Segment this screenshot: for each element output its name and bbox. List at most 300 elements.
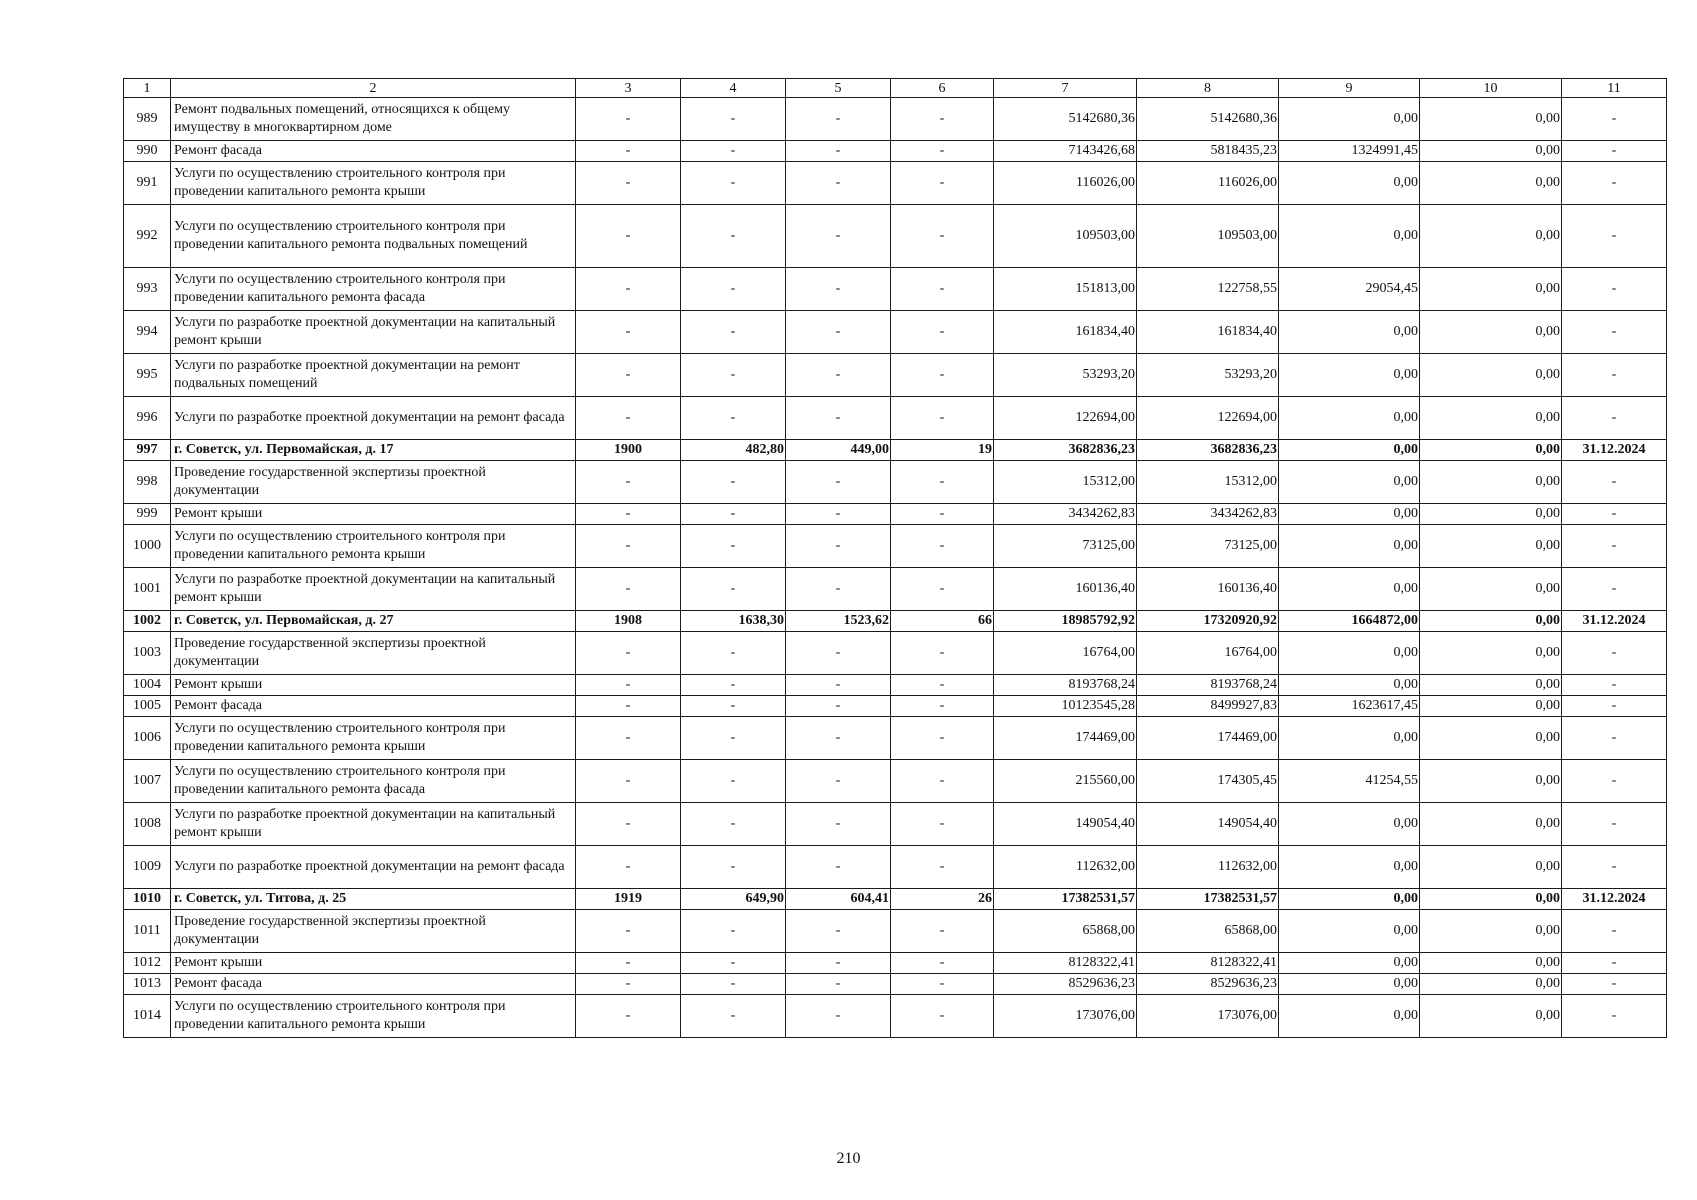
col-11-cell: - bbox=[1562, 632, 1667, 675]
col-6-cell: - bbox=[891, 760, 994, 803]
col-7-cell: 215560,00 bbox=[994, 760, 1137, 803]
work-name-cell: Ремонт крыши bbox=[171, 675, 576, 696]
row-number-cell: 1005 bbox=[124, 696, 171, 717]
row-number-cell: 1000 bbox=[124, 525, 171, 568]
col-10-cell: 0,00 bbox=[1420, 632, 1562, 675]
col-5-cell: - bbox=[786, 910, 891, 953]
row-number-cell: 994 bbox=[124, 311, 171, 354]
col-10-cell: 0,00 bbox=[1420, 397, 1562, 440]
col-6-cell: - bbox=[891, 397, 994, 440]
col-4-cell: - bbox=[681, 162, 786, 205]
col-7-cell: 7143426,68 bbox=[994, 141, 1137, 162]
row-number-cell: 1009 bbox=[124, 846, 171, 889]
col-4-cell: - bbox=[681, 568, 786, 611]
col-11-cell: - bbox=[1562, 141, 1667, 162]
col-8-cell: 3434262,83 bbox=[1137, 504, 1279, 525]
col-10-cell: 0,00 bbox=[1420, 568, 1562, 611]
col-10-cell: 0,00 bbox=[1420, 675, 1562, 696]
col-8-cell: 73125,00 bbox=[1137, 525, 1279, 568]
col-4-cell: - bbox=[681, 98, 786, 141]
col-11-cell: - bbox=[1562, 397, 1667, 440]
col-7-cell: 18985792,92 bbox=[994, 611, 1137, 632]
col-7-cell: 16764,00 bbox=[994, 632, 1137, 675]
col-7-cell: 15312,00 bbox=[994, 461, 1137, 504]
table-row bbox=[124, 760, 1667, 803]
col-11-cell: - bbox=[1562, 974, 1667, 995]
col-9-cell: 0,00 bbox=[1279, 98, 1420, 141]
col-10-cell: 0,00 bbox=[1420, 846, 1562, 889]
col-6-cell: - bbox=[891, 846, 994, 889]
col-9-cell: 0,00 bbox=[1279, 889, 1420, 910]
table-row bbox=[124, 803, 1667, 846]
col-3-cell: - bbox=[576, 846, 681, 889]
col-5-cell: - bbox=[786, 504, 891, 525]
header-cell: 10 bbox=[1420, 79, 1562, 98]
col-8-cell: 122694,00 bbox=[1137, 397, 1279, 440]
col-4-cell: - bbox=[681, 974, 786, 995]
col-3-cell: - bbox=[576, 974, 681, 995]
col-7-cell: 173076,00 bbox=[994, 995, 1137, 1038]
col-11-cell: 31.12.2024 bbox=[1562, 889, 1667, 910]
row-number-cell: 1008 bbox=[124, 803, 171, 846]
work-name-cell: Ремонт фасада bbox=[171, 974, 576, 995]
col-8-cell: 8499927,83 bbox=[1137, 696, 1279, 717]
row-number-cell: 1002 bbox=[124, 611, 171, 632]
work-name-cell: г. Советск, ул. Первомайская, д. 27 bbox=[171, 611, 576, 632]
col-4-cell: - bbox=[681, 354, 786, 397]
work-name-cell: Услуги по осуществлению строительного контроля при проведении капитального ремонта крыши bbox=[171, 525, 576, 568]
col-6-cell: - bbox=[891, 205, 994, 268]
col-5-cell: - bbox=[786, 141, 891, 162]
col-11-cell: - bbox=[1562, 846, 1667, 889]
col-5-cell: - bbox=[786, 803, 891, 846]
col-10-cell: 0,00 bbox=[1420, 611, 1562, 632]
table-row bbox=[124, 717, 1667, 760]
col-10-cell: 0,00 bbox=[1420, 889, 1562, 910]
table-row bbox=[124, 696, 1667, 717]
col-10-cell: 0,00 bbox=[1420, 354, 1562, 397]
table-row bbox=[124, 675, 1667, 696]
work-name-cell: Услуги по осуществлению строительного контроля при проведении капитального ремонта крыши bbox=[171, 717, 576, 760]
work-name-cell: Проведение государственной экспертизы проектной документации bbox=[171, 632, 576, 675]
col-6-cell: - bbox=[891, 311, 994, 354]
work-name-cell: Ремонт крыши bbox=[171, 953, 576, 974]
table-row bbox=[124, 525, 1667, 568]
col-9-cell: 0,00 bbox=[1279, 440, 1420, 461]
col-6-cell: - bbox=[891, 696, 994, 717]
table-row bbox=[124, 995, 1667, 1038]
col-3-cell: - bbox=[576, 675, 681, 696]
col-4-cell: - bbox=[681, 632, 786, 675]
col-6-cell: 19 bbox=[891, 440, 994, 461]
table-row bbox=[124, 846, 1667, 889]
row-number-cell: 1001 bbox=[124, 568, 171, 611]
col-4-cell: 649,90 bbox=[681, 889, 786, 910]
col-8-cell: 161834,40 bbox=[1137, 311, 1279, 354]
col-8-cell: 149054,40 bbox=[1137, 803, 1279, 846]
table-row bbox=[124, 205, 1667, 268]
col-9-cell: 0,00 bbox=[1279, 995, 1420, 1038]
header-cell: 3 bbox=[576, 79, 681, 98]
row-number-cell: 1004 bbox=[124, 675, 171, 696]
col-11-cell: - bbox=[1562, 98, 1667, 141]
work-name-cell: Услуги по осуществлению строительного контроля при проведении капитального ремонта крыши bbox=[171, 995, 576, 1038]
col-8-cell: 16764,00 bbox=[1137, 632, 1279, 675]
col-8-cell: 17382531,57 bbox=[1137, 889, 1279, 910]
col-3-cell: - bbox=[576, 910, 681, 953]
col-5-cell: - bbox=[786, 397, 891, 440]
col-3-cell: - bbox=[576, 205, 681, 268]
col-7-cell: 10123545,28 bbox=[994, 696, 1137, 717]
work-name-cell: Услуги по разработке проектной документации на капитальный ремонт крыши bbox=[171, 311, 576, 354]
col-10-cell: 0,00 bbox=[1420, 995, 1562, 1038]
col-11-cell: - bbox=[1562, 675, 1667, 696]
row-number-cell: 1003 bbox=[124, 632, 171, 675]
repair-program-table bbox=[123, 78, 1667, 1038]
header-cell: 8 bbox=[1137, 79, 1279, 98]
col-5-cell: - bbox=[786, 461, 891, 504]
col-4-cell: - bbox=[681, 397, 786, 440]
col-6-cell: - bbox=[891, 632, 994, 675]
col-6-cell: - bbox=[891, 504, 994, 525]
work-name-cell: Услуги по разработке проектной документации на ремонт подвальных помещений bbox=[171, 354, 576, 397]
header-cell: 4 bbox=[681, 79, 786, 98]
work-name-cell: Услуги по осуществлению строительного контроля при проведении капитального ремонта фасада bbox=[171, 760, 576, 803]
row-number-cell: 990 bbox=[124, 141, 171, 162]
row-number-cell: 996 bbox=[124, 397, 171, 440]
col-9-cell: 0,00 bbox=[1279, 910, 1420, 953]
col-9-cell: 0,00 bbox=[1279, 568, 1420, 611]
table-row bbox=[124, 504, 1667, 525]
col-8-cell: 160136,40 bbox=[1137, 568, 1279, 611]
header-cell: 1 bbox=[124, 79, 171, 98]
col-8-cell: 112632,00 bbox=[1137, 846, 1279, 889]
col-5-cell: 604,41 bbox=[786, 889, 891, 910]
work-name-cell: Услуги по разработке проектной документации на ремонт фасада bbox=[171, 846, 576, 889]
table-row bbox=[124, 311, 1667, 354]
table-row bbox=[124, 974, 1667, 995]
col-3-cell: - bbox=[576, 141, 681, 162]
col-7-cell: 53293,20 bbox=[994, 354, 1137, 397]
col-7-cell: 3434262,83 bbox=[994, 504, 1137, 525]
col-4-cell: - bbox=[681, 910, 786, 953]
work-name-cell: Услуги по осуществлению строительного контроля при проведении капитального ремонта фасада bbox=[171, 268, 576, 311]
work-name-cell: Ремонт подвальных помещений, относящихся к общему имуществу в многоквартирном доме bbox=[171, 98, 576, 141]
work-name-cell: Услуги по разработке проектной документации на ремонт фасада bbox=[171, 397, 576, 440]
col-9-cell: 29054,45 bbox=[1279, 268, 1420, 311]
table-row bbox=[124, 354, 1667, 397]
work-name-cell: Проведение государственной экспертизы проектной документации bbox=[171, 910, 576, 953]
col-10-cell: 0,00 bbox=[1420, 268, 1562, 311]
table-body bbox=[124, 79, 1667, 1038]
col-9-cell: 0,00 bbox=[1279, 205, 1420, 268]
col-6-cell: - bbox=[891, 803, 994, 846]
col-11-cell: - bbox=[1562, 568, 1667, 611]
col-9-cell: 41254,55 bbox=[1279, 760, 1420, 803]
row-number-cell: 1012 bbox=[124, 953, 171, 974]
col-5-cell: - bbox=[786, 717, 891, 760]
col-9-cell: 0,00 bbox=[1279, 675, 1420, 696]
col-9-cell: 1324991,45 bbox=[1279, 141, 1420, 162]
col-6-cell: - bbox=[891, 995, 994, 1038]
col-10-cell: 0,00 bbox=[1420, 311, 1562, 354]
col-5-cell: - bbox=[786, 995, 891, 1038]
row-number-cell: 1007 bbox=[124, 760, 171, 803]
col-6-cell: - bbox=[891, 141, 994, 162]
col-10-cell: 0,00 bbox=[1420, 525, 1562, 568]
col-4-cell: - bbox=[681, 205, 786, 268]
work-name-cell: Услуги по осуществлению строительного контроля при проведении капитального ремонта крыши bbox=[171, 162, 576, 205]
col-6-cell: - bbox=[891, 461, 994, 504]
col-6-cell: - bbox=[891, 525, 994, 568]
col-7-cell: 151813,00 bbox=[994, 268, 1137, 311]
header-cell: 11 bbox=[1562, 79, 1667, 98]
row-number-cell: 1011 bbox=[124, 910, 171, 953]
col-5-cell: - bbox=[786, 205, 891, 268]
col-11-cell: - bbox=[1562, 696, 1667, 717]
col-3-cell: - bbox=[576, 268, 681, 311]
col-3-cell: - bbox=[576, 354, 681, 397]
col-7-cell: 73125,00 bbox=[994, 525, 1137, 568]
col-9-cell: 0,00 bbox=[1279, 397, 1420, 440]
col-5-cell: - bbox=[786, 568, 891, 611]
col-7-cell: 3682836,23 bbox=[994, 440, 1137, 461]
col-7-cell: 8128322,41 bbox=[994, 953, 1137, 974]
col-8-cell: 109503,00 bbox=[1137, 205, 1279, 268]
col-8-cell: 122758,55 bbox=[1137, 268, 1279, 311]
col-6-cell: - bbox=[891, 98, 994, 141]
header-cell: 9 bbox=[1279, 79, 1420, 98]
col-10-cell: 0,00 bbox=[1420, 696, 1562, 717]
work-name-cell: г. Советск, ул. Титова, д. 25 bbox=[171, 889, 576, 910]
col-8-cell: 174469,00 bbox=[1137, 717, 1279, 760]
col-6-cell: - bbox=[891, 953, 994, 974]
col-8-cell: 15312,00 bbox=[1137, 461, 1279, 504]
table-row bbox=[124, 632, 1667, 675]
col-10-cell: 0,00 bbox=[1420, 162, 1562, 205]
col-11-cell: - bbox=[1562, 525, 1667, 568]
address-row bbox=[124, 611, 1667, 632]
col-4-cell: 482,80 bbox=[681, 440, 786, 461]
col-9-cell: 0,00 bbox=[1279, 461, 1420, 504]
col-3-cell: 1900 bbox=[576, 440, 681, 461]
col-7-cell: 174469,00 bbox=[994, 717, 1137, 760]
col-7-cell: 161834,40 bbox=[994, 311, 1137, 354]
col-7-cell: 149054,40 bbox=[994, 803, 1137, 846]
row-number-cell: 998 bbox=[124, 461, 171, 504]
header-cell: 5 bbox=[786, 79, 891, 98]
col-9-cell: 0,00 bbox=[1279, 354, 1420, 397]
col-5-cell: - bbox=[786, 953, 891, 974]
col-4-cell: - bbox=[681, 803, 786, 846]
col-11-cell: - bbox=[1562, 910, 1667, 953]
col-8-cell: 8529636,23 bbox=[1137, 974, 1279, 995]
col-3-cell: - bbox=[576, 632, 681, 675]
col-9-cell: 0,00 bbox=[1279, 504, 1420, 525]
address-row bbox=[124, 440, 1667, 461]
col-6-cell: 26 bbox=[891, 889, 994, 910]
col-11-cell: - bbox=[1562, 760, 1667, 803]
col-8-cell: 5818435,23 bbox=[1137, 141, 1279, 162]
col-7-cell: 17382531,57 bbox=[994, 889, 1137, 910]
col-9-cell: 0,00 bbox=[1279, 717, 1420, 760]
col-8-cell: 8128322,41 bbox=[1137, 953, 1279, 974]
col-5-cell: - bbox=[786, 311, 891, 354]
col-4-cell: - bbox=[681, 995, 786, 1038]
col-6-cell: - bbox=[891, 717, 994, 760]
work-name-cell: Услуги по разработке проектной документации на капитальный ремонт крыши bbox=[171, 568, 576, 611]
row-number-cell: 991 bbox=[124, 162, 171, 205]
col-8-cell: 65868,00 bbox=[1137, 910, 1279, 953]
col-6-cell: - bbox=[891, 568, 994, 611]
col-3-cell: - bbox=[576, 696, 681, 717]
col-10-cell: 0,00 bbox=[1420, 504, 1562, 525]
col-11-cell: - bbox=[1562, 504, 1667, 525]
row-number-cell: 1010 bbox=[124, 889, 171, 910]
col-3-cell: - bbox=[576, 760, 681, 803]
work-name-cell: Ремонт фасада bbox=[171, 696, 576, 717]
col-10-cell: 0,00 bbox=[1420, 717, 1562, 760]
col-4-cell: - bbox=[681, 717, 786, 760]
col-3-cell: - bbox=[576, 162, 681, 205]
col-4-cell: - bbox=[681, 675, 786, 696]
col-8-cell: 116026,00 bbox=[1137, 162, 1279, 205]
col-3-cell: - bbox=[576, 568, 681, 611]
col-6-cell: - bbox=[891, 675, 994, 696]
col-8-cell: 53293,20 bbox=[1137, 354, 1279, 397]
row-number-cell: 995 bbox=[124, 354, 171, 397]
page-number: 210 bbox=[836, 1150, 861, 1167]
column-number-header-row bbox=[124, 79, 1667, 98]
col-5-cell: - bbox=[786, 632, 891, 675]
row-number-cell: 1014 bbox=[124, 995, 171, 1038]
col-11-cell: - bbox=[1562, 803, 1667, 846]
col-11-cell: - bbox=[1562, 461, 1667, 504]
col-11-cell: - bbox=[1562, 354, 1667, 397]
col-5-cell: - bbox=[786, 98, 891, 141]
col-5-cell: - bbox=[786, 696, 891, 717]
col-11-cell: - bbox=[1562, 162, 1667, 205]
address-row bbox=[124, 889, 1667, 910]
col-10-cell: 0,00 bbox=[1420, 803, 1562, 846]
table-row bbox=[124, 268, 1667, 311]
row-number-cell: 997 bbox=[124, 440, 171, 461]
row-number-cell: 1006 bbox=[124, 717, 171, 760]
col-11-cell: - bbox=[1562, 953, 1667, 974]
col-3-cell: - bbox=[576, 525, 681, 568]
col-3-cell: - bbox=[576, 504, 681, 525]
row-number-cell: 999 bbox=[124, 504, 171, 525]
col-3-cell: - bbox=[576, 995, 681, 1038]
col-6-cell: - bbox=[891, 162, 994, 205]
col-8-cell: 174305,45 bbox=[1137, 760, 1279, 803]
col-5-cell: - bbox=[786, 525, 891, 568]
col-9-cell: 1664872,00 bbox=[1279, 611, 1420, 632]
col-10-cell: 0,00 bbox=[1420, 141, 1562, 162]
col-7-cell: 109503,00 bbox=[994, 205, 1137, 268]
col-5-cell: - bbox=[786, 675, 891, 696]
col-7-cell: 8529636,23 bbox=[994, 974, 1137, 995]
col-10-cell: 0,00 bbox=[1420, 461, 1562, 504]
col-9-cell: 0,00 bbox=[1279, 632, 1420, 675]
header-cell: 2 bbox=[171, 79, 576, 98]
col-4-cell: - bbox=[681, 953, 786, 974]
col-9-cell: 1623617,45 bbox=[1279, 696, 1420, 717]
col-5-cell: - bbox=[786, 974, 891, 995]
col-3-cell: 1919 bbox=[576, 889, 681, 910]
col-7-cell: 65868,00 bbox=[994, 910, 1137, 953]
table-row bbox=[124, 568, 1667, 611]
col-5-cell: - bbox=[786, 760, 891, 803]
col-5-cell: - bbox=[786, 162, 891, 205]
row-number-cell: 1013 bbox=[124, 974, 171, 995]
col-10-cell: 0,00 bbox=[1420, 953, 1562, 974]
col-9-cell: 0,00 bbox=[1279, 803, 1420, 846]
col-8-cell: 17320920,92 bbox=[1137, 611, 1279, 632]
row-number-cell: 989 bbox=[124, 98, 171, 141]
col-6-cell: 66 bbox=[891, 611, 994, 632]
work-name-cell: Проведение государственной экспертизы проектной документации bbox=[171, 461, 576, 504]
col-11-cell: - bbox=[1562, 311, 1667, 354]
row-number-cell: 993 bbox=[124, 268, 171, 311]
col-11-cell: 31.12.2024 bbox=[1562, 611, 1667, 632]
col-3-cell: - bbox=[576, 311, 681, 354]
col-10-cell: 0,00 bbox=[1420, 98, 1562, 141]
col-4-cell: - bbox=[681, 696, 786, 717]
col-4-cell: - bbox=[681, 268, 786, 311]
col-3-cell: - bbox=[576, 397, 681, 440]
col-3-cell: - bbox=[576, 803, 681, 846]
col-6-cell: - bbox=[891, 354, 994, 397]
header-cell: 7 bbox=[994, 79, 1137, 98]
col-11-cell: 31.12.2024 bbox=[1562, 440, 1667, 461]
col-9-cell: 0,00 bbox=[1279, 311, 1420, 354]
col-4-cell: - bbox=[681, 760, 786, 803]
col-6-cell: - bbox=[891, 268, 994, 311]
col-11-cell: - bbox=[1562, 995, 1667, 1038]
col-3-cell: - bbox=[576, 953, 681, 974]
col-3-cell: - bbox=[576, 98, 681, 141]
table-row bbox=[124, 397, 1667, 440]
col-5-cell: - bbox=[786, 846, 891, 889]
col-3-cell: 1908 bbox=[576, 611, 681, 632]
col-7-cell: 112632,00 bbox=[994, 846, 1137, 889]
work-name-cell: г. Советск, ул. Первомайская, д. 17 bbox=[171, 440, 576, 461]
col-9-cell: 0,00 bbox=[1279, 953, 1420, 974]
col-8-cell: 5142680,36 bbox=[1137, 98, 1279, 141]
work-name-cell: Ремонт крыши bbox=[171, 504, 576, 525]
work-name-cell: Услуги по разработке проектной документации на капитальный ремонт крыши bbox=[171, 803, 576, 846]
col-10-cell: 0,00 bbox=[1420, 760, 1562, 803]
document-table-container bbox=[123, 78, 1666, 1038]
col-6-cell: - bbox=[891, 974, 994, 995]
col-8-cell: 3682836,23 bbox=[1137, 440, 1279, 461]
row-number-cell: 992 bbox=[124, 205, 171, 268]
col-9-cell: 0,00 bbox=[1279, 525, 1420, 568]
col-3-cell: - bbox=[576, 717, 681, 760]
table-row bbox=[124, 98, 1667, 141]
col-10-cell: 0,00 bbox=[1420, 910, 1562, 953]
col-7-cell: 160136,40 bbox=[994, 568, 1137, 611]
col-11-cell: - bbox=[1562, 717, 1667, 760]
col-4-cell: 1638,30 bbox=[681, 611, 786, 632]
table-row bbox=[124, 461, 1667, 504]
col-11-cell: - bbox=[1562, 205, 1667, 268]
col-5-cell: 1523,62 bbox=[786, 611, 891, 632]
table-row bbox=[124, 910, 1667, 953]
col-4-cell: - bbox=[681, 525, 786, 568]
col-4-cell: - bbox=[681, 311, 786, 354]
